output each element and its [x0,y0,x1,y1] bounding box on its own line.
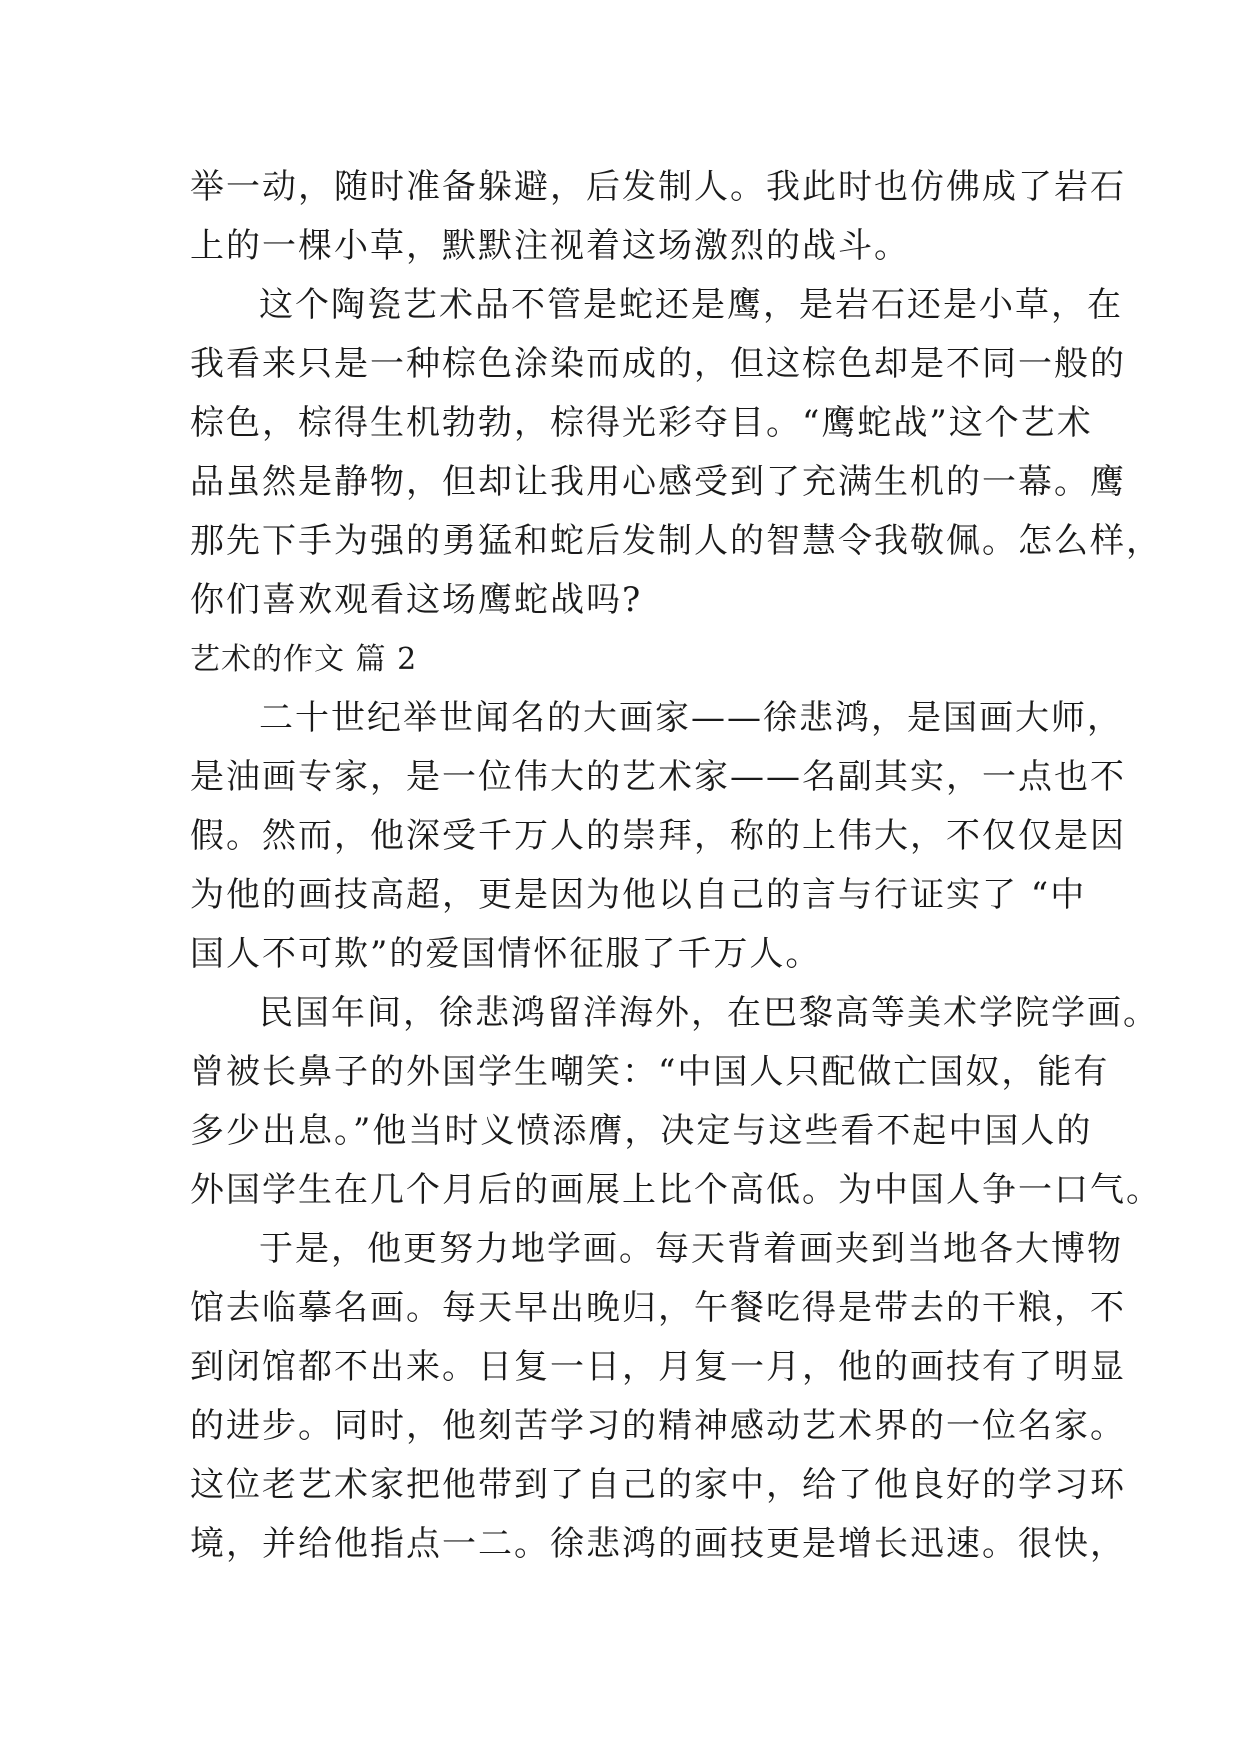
text-line: 品虽然是静物，但却让我用心感受到了充满生机的一幕。鹰 [190,462,1126,502]
text-line: 馆去临摹名画。每天早出晚归，午餐吃得是带去的干粮，不 [190,1288,1126,1328]
text-line: 到闭馆都不出来。日复一日，月复一月，他的画技有了明显 [190,1347,1126,1387]
text-line: 假。然而，他深受千万人的崇拜，称的上伟大，不仅仅是因 [190,816,1126,856]
text-line: 那先下手为强的勇猛和蛇后发制人的智慧令我敬佩。怎么样， [190,521,1162,561]
text-line: 境，并给他指点一二。徐悲鸿的画技更是增长迅速。很快， [190,1524,1126,1564]
paragraph-start-line: 这个陶瓷艺术品不管是蛇还是鹰，是岩石还是小草，在 [259,285,1123,325]
paragraph-start-line: 民国年间，徐悲鸿留洋海外，在巴黎高等美术学院学画。 [259,993,1159,1033]
text-line: 上的一棵小草，默默注视着这场激烈的战斗。 [190,226,910,266]
text-line: 国人不可欺”的爱国情怀征服了千万人。 [190,934,822,974]
text-line: 曾被长鼻子的外国学生嘲笑：“中国人只配做亡国奴，能有 [190,1052,1110,1092]
text-line: 你们喜欢观看这场鹰蛇战吗? [190,580,643,620]
text-line: 我看来只是一种棕色涂染而成的，但这棕色却是不同一般的 [190,344,1126,384]
section-heading: 艺术的作文 篇 2 [190,642,418,677]
paragraph-start-line: 二十世纪举世闻名的大画家——徐悲鸿，是国画大师， [259,698,1123,738]
text-line: 是油画专家，是一位伟大的艺术家——名副其实，一点也不 [190,757,1126,797]
text-line: 外国学生在几个月后的画展上比个高低。为中国人争一口气。 [190,1170,1162,1210]
text-line: 举一动，随时准备躲避，后发制人。我此时也仿佛成了岩石 [190,167,1126,207]
text-line: 为他的画技高超，更是因为他以自己的言与行证实了 “中 [190,875,1087,915]
text-column [190,158,1162,1574]
text-line: 多少出息。”他当时义愤添膺，决定与这些看不起中国人的 [190,1111,1093,1151]
text-line: 的进步。同时，他刻苦学习的精神感动艺术界的一位名家。 [190,1406,1126,1446]
text-line: 棕色，棕得生机勃勃，棕得光彩夺目。“鹰蛇战”这个艺术 [190,403,1093,443]
paragraph-start-line: 于是，他更努力地学画。每天背着画夹到当地各大博物 [259,1229,1123,1269]
text-line: 这位老艺术家把他带到了自己的家中，给了他良好的学习环 [190,1465,1126,1505]
